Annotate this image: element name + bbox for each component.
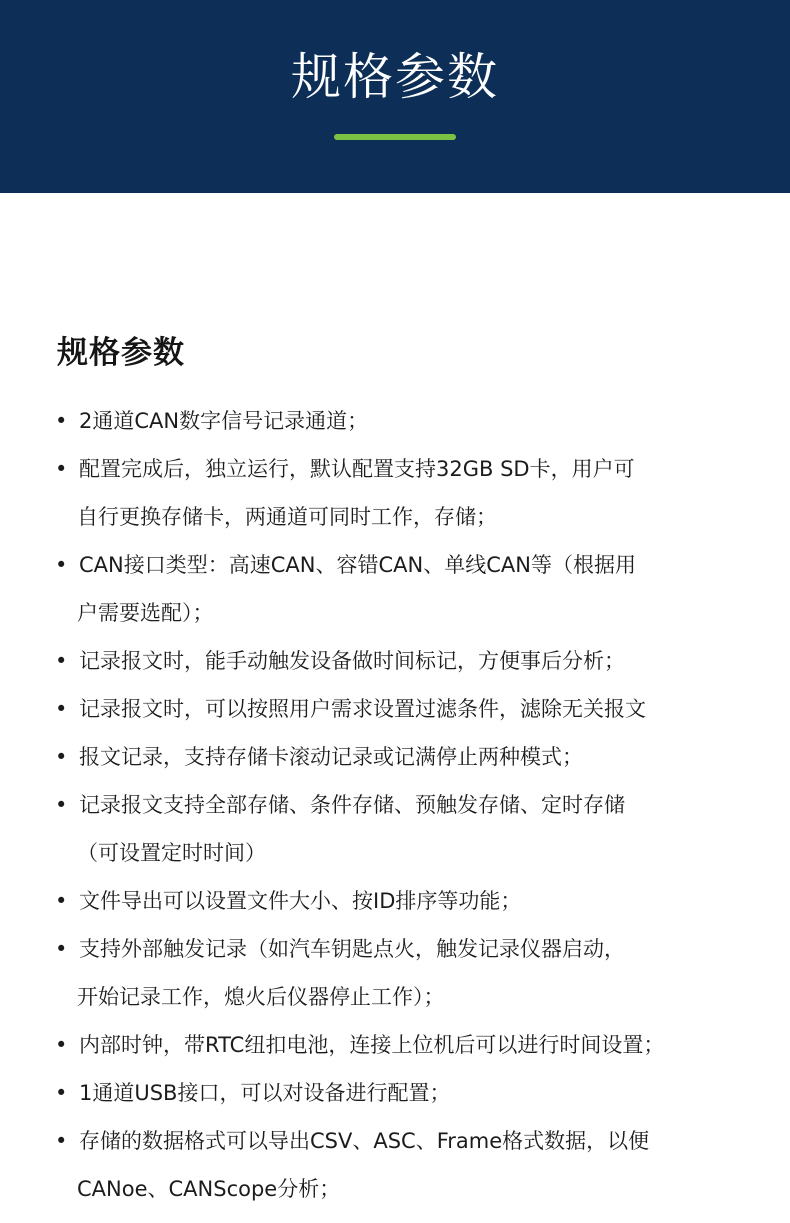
spec-item: [0, 733, 779, 781]
spec-item: [0, 445, 779, 541]
spec-line: CANoe、CANScope分析；: [77, 1177, 341, 1201]
spec-item: [0, 1069, 779, 1117]
spec-line: 记录报文时，能手动触发设备做时间标记，方便事后分析；: [79, 649, 625, 673]
spec-item: [0, 1021, 779, 1069]
section-title: 规格参数: [57, 335, 185, 371]
spec-item: [0, 541, 779, 637]
spec-line: 开始记录工作，熄火后仪器停止工作）；: [77, 985, 445, 1009]
spec-line: 户需要选配）；: [77, 601, 214, 625]
bullet-icon: •: [55, 649, 68, 673]
bullet-icon: •: [55, 1081, 68, 1105]
bullet-icon: •: [55, 409, 68, 433]
spec-line: 存储的数据格式可以导出CSV、ASC、Frame格式数据，以便: [79, 1129, 650, 1153]
bullet-icon: •: [55, 1129, 68, 1153]
spec-line: 2通道CAN数字信号记录通道；: [79, 409, 369, 433]
spec-line: CAN接口类型：高速CAN、容错CAN、单线CAN等（根据用: [79, 553, 636, 577]
spec-line: 1通道USB接口，可以对设备进行配置；: [79, 1081, 451, 1105]
banner-title: 规格参数: [291, 48, 499, 106]
spec-item: [0, 925, 779, 1021]
spec-item: [0, 397, 779, 445]
spec-item: [0, 1117, 779, 1213]
header-banner: [0, 0, 790, 193]
spec-item: [0, 781, 779, 877]
bullet-icon: •: [55, 1033, 68, 1057]
bullet-icon: •: [55, 793, 68, 817]
spec-line: 文件导出可以设置文件大小、按ID排序等功能；: [79, 889, 522, 913]
bullet-icon: •: [55, 889, 68, 913]
spec-line: 内部时钟，带RTC纽扣电池，连接上位机后可以进行时间设置；: [79, 1033, 665, 1057]
spec-line: 记录报文支持全部存储、条件存储、预触发存储、定时存储: [79, 793, 625, 817]
bullet-icon: •: [55, 937, 68, 961]
spec-item: [0, 685, 779, 733]
spec-line: （可设置定时时间）: [77, 841, 266, 865]
bullet-icon: •: [55, 457, 68, 481]
bullet-icon: •: [55, 745, 68, 769]
spec-item: [0, 637, 779, 685]
spec-line: 支持外部触发记录（如汽车钥匙点火，触发记录仪器启动，: [79, 937, 625, 961]
spec-item: [0, 877, 779, 925]
bullet-icon: •: [55, 697, 68, 721]
spec-line: 配置完成后，独立运行，默认配置支持32GB SD卡，用户可: [79, 457, 635, 481]
banner-accent-bar: [334, 134, 456, 140]
spec-line: 记录报文时，可以按照用户需求设置过滤条件，滤除无关报文: [79, 697, 646, 721]
spec-line: 报文记录，支持存储卡滚动记录或记满停止两种模式；: [79, 745, 583, 769]
spec-line: 自行更换存储卡，两通道可同时工作，存储；: [77, 505, 497, 529]
bullet-icon: •: [55, 553, 68, 577]
spec-list: [0, 397, 790, 1213]
